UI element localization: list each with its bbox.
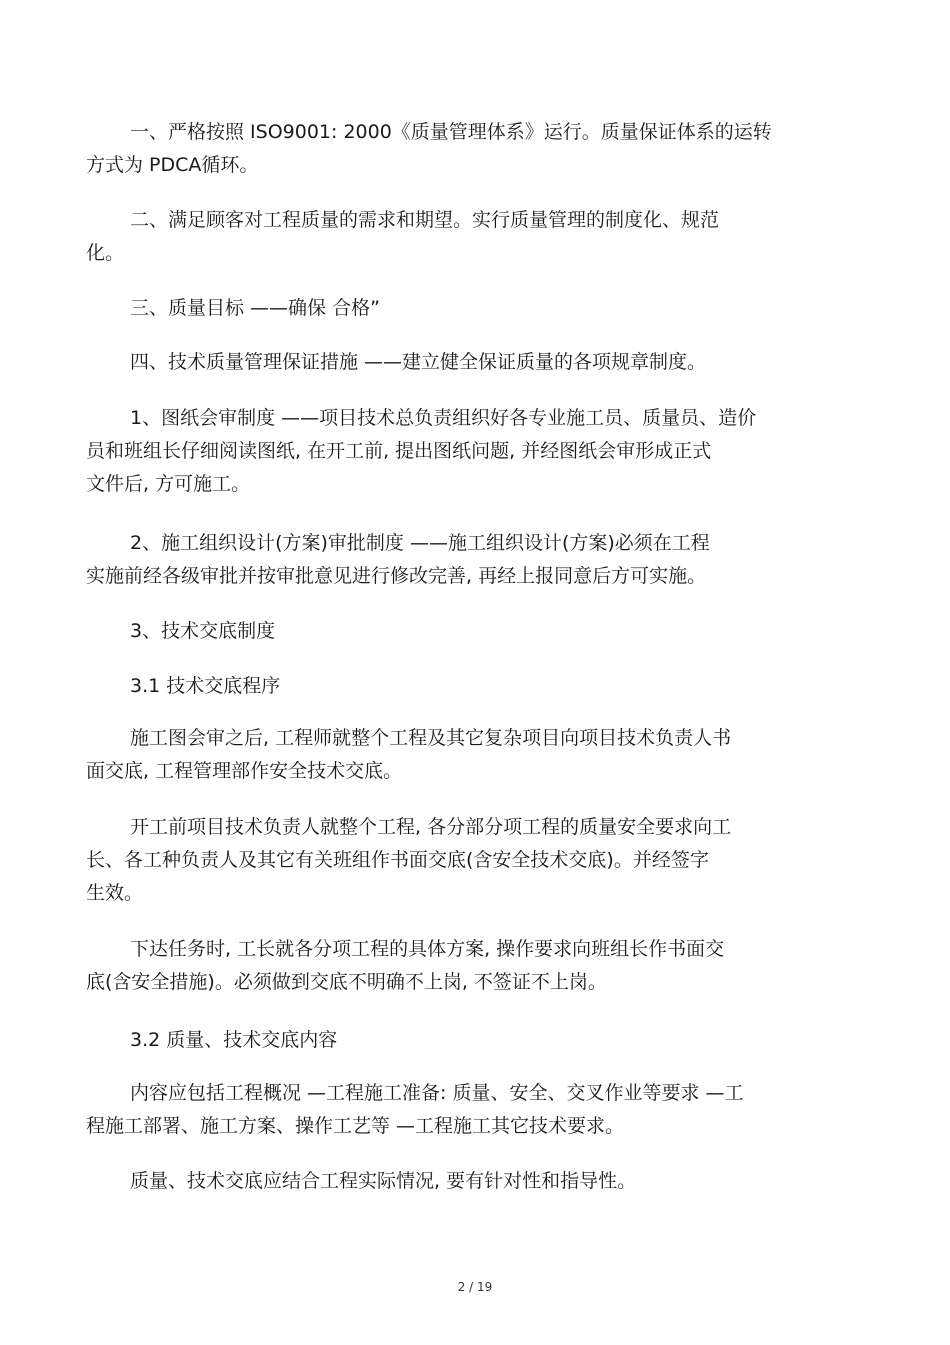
paragraph-8 <box>86 670 866 703</box>
paragraph-line: 内容应包括工程概况 —工程施工准备: 质量、安全、交叉作业等要求 —工 <box>130 1082 744 1104</box>
paragraph-13 <box>86 1077 866 1143</box>
paragraph-14 <box>86 1165 866 1198</box>
paragraph-line: 2、施工组织设计(方案)审批制度 ——施工组织设计(方案)必须在工程 <box>130 532 710 554</box>
paragraph-10 <box>86 811 866 910</box>
paragraph-5 <box>86 402 866 501</box>
paragraph-3 <box>86 292 866 325</box>
paragraph-line: 下达任务时, 工长就各分项工程的具体方案, 操作要求向班组长作书面交 <box>130 938 725 960</box>
paragraph-line: 实施前经各级审批并按审批意见进行修改完善, 再经上报同意后方可实施。 <box>86 565 707 587</box>
paragraph-line: 质量、技术交底应结合工程实际情况, 要有针对性和指导性。 <box>130 1170 637 1192</box>
paragraph-line: 1、图纸会审制度 ——项目技术总负责组织好各专业施工员、质量员、造价 <box>130 407 757 429</box>
paragraph-line: 3、技术交底制度 <box>130 620 276 642</box>
paragraph-line: 生效。 <box>86 882 144 904</box>
paragraph-line: 底(含安全措施)。必须做到交底不明确不上岗, 不签证不上岗。 <box>86 971 607 993</box>
paragraph-line: 长、各工种负责人及其它有关班组作书面交底(含安全技术交底)。并经签字 <box>86 849 709 871</box>
paragraph-line: 施工图会审之后, 工程师就整个工程及其它复杂项目向项目技术负责人书 <box>130 727 732 749</box>
paragraph-9 <box>86 722 866 788</box>
paragraph-line: 化。 <box>86 242 125 264</box>
paragraph-line: 二、满足顾客对工程质量的需求和期望。实行质量管理的制度化、规范 <box>130 209 720 231</box>
paragraph-line: 面交底, 工程管理部作安全技术交底。 <box>86 760 403 782</box>
paragraph-line: 程施工部署、施工方案、操作工艺等 —工程施工其它技术要求。 <box>86 1115 625 1137</box>
paragraph-line: 文件后, 方可施工。 <box>86 473 251 495</box>
paragraph-line: 员和班组长仔细阅读图纸, 在开工前, 提出图纸问题, 并经图纸会审形成正式 <box>86 440 712 462</box>
page-number: 2 / 19 <box>457 1280 493 1294</box>
paragraph-7 <box>86 615 866 648</box>
paragraph-line: 方式为 PDCA循环。 <box>86 154 259 176</box>
paragraph-6 <box>86 527 866 593</box>
paragraph-12 <box>86 1024 866 1057</box>
paragraph-line: 3.1 技术交底程序 <box>130 675 281 697</box>
paragraph-line: 3.2 质量、技术交底内容 <box>130 1029 338 1051</box>
paragraph-line: 开工前项目技术负责人就整个工程, 各分部分项工程的质量安全要求向工 <box>130 816 732 838</box>
paragraph-4 <box>86 346 866 379</box>
paragraph-line: 一、严格按照 ISO9001: 2000《质量管理体系》运行。质量保证体系的运转 <box>130 121 772 143</box>
paragraph-line: 四、技术质量管理保证措施 ——建立健全保证质量的各项规章制度。 <box>130 351 707 373</box>
paragraph-1 <box>86 116 866 182</box>
paragraph-11 <box>86 933 866 999</box>
paragraph-2 <box>86 204 866 270</box>
paragraph-line: 三、质量目标 ——确保 合格” <box>130 297 380 319</box>
